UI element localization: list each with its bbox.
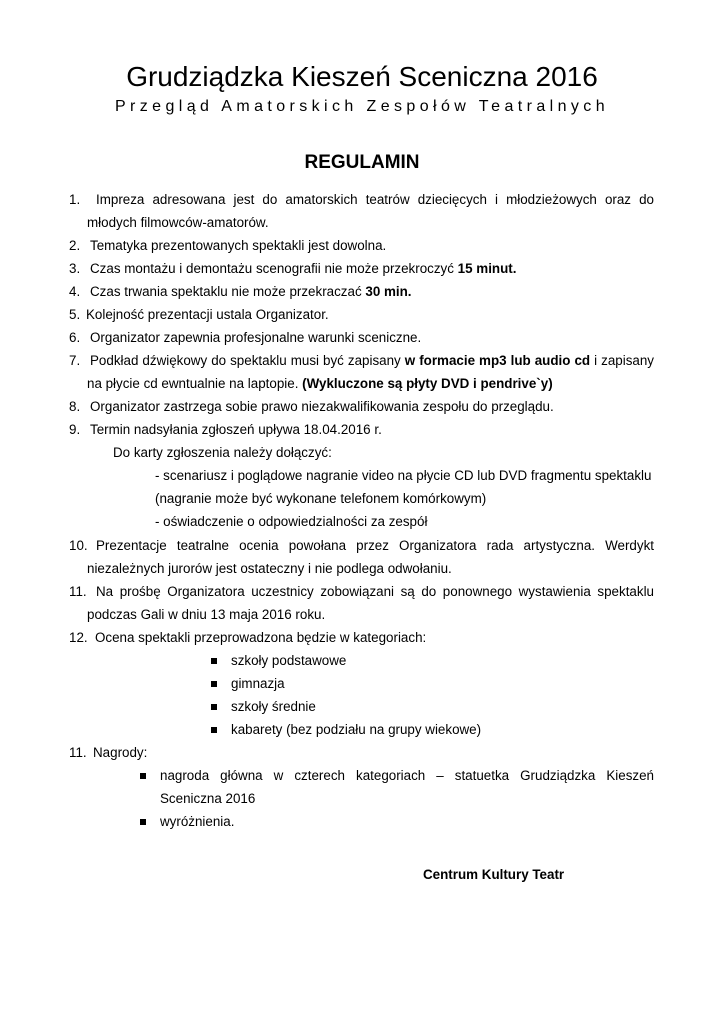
item-number: 10.	[69, 538, 88, 553]
item-number: 4.	[69, 284, 81, 299]
item-9-dash-2: - oświadczenie o odpowiedzialności za zespół	[155, 514, 428, 529]
item-number: 8.	[69, 399, 81, 414]
item-5-text: Kolejność prezentacji ustala Organizator.	[86, 307, 329, 322]
category-item: szkoły podstawowe	[231, 653, 347, 668]
prize-item-main-cont: Sceniczna 2016	[160, 791, 256, 806]
item-9-dash-1: - scenariusz i poglądowe nagranie video na płycie CD lub DVD fragmentu spektaklu	[155, 468, 652, 483]
item-7-plain-2: na płycie cd ewntualnie na laptopie.	[87, 376, 303, 391]
organizer-signature: Centrum Kultury Teatr	[423, 867, 565, 882]
item-9-sub: Do karty zgłoszenia należy dołączyć:	[113, 445, 332, 460]
regulations-heading: REGULAMIN	[304, 152, 420, 173]
document-title: Grudziądzka Kieszeń Sceniczna 2016	[126, 61, 598, 92]
bullet-icon	[140, 773, 146, 779]
item-6-text: Organizator zapewnia profesjonalne warunki sceniczne.	[90, 330, 422, 345]
item-4-text	[90, 283, 412, 301]
item-number: 12.	[69, 630, 88, 645]
bullet-icon	[211, 727, 217, 733]
item-number: 3.	[69, 261, 81, 276]
item-number: 11.	[69, 584, 87, 599]
item-number: 7.	[69, 353, 81, 368]
prize-item-main: nagroda główna w czterech kategoriach – statuetka Grudziądzka Kieszeń	[160, 768, 654, 783]
item-7-plain: Podkład dźwiękowy do spektaklu musi być zapisany	[90, 353, 405, 368]
item-1-text-cont: młodych filmowców-amatorów.	[87, 215, 269, 230]
item-11-text-cont: podczas Gali w dniu 13 maja 2016 roku.	[87, 607, 326, 622]
item-2-text: Tematyka prezentowanych spektakli jest dowolna.	[90, 238, 387, 253]
item-7-bold: w formacie mp3 lub audio cd	[404, 353, 591, 368]
item-7-plain-end: i zapisany	[590, 353, 654, 368]
bullet-icon	[211, 704, 217, 710]
item-4-plain: Czas trwania spektaklu nie może przekraczać	[90, 284, 366, 299]
item-number: 6.	[69, 330, 81, 345]
category-item: szkoły średnie	[231, 699, 316, 714]
item-3-text	[90, 260, 516, 278]
item-1-text: Impreza adresowana jest do amatorskich teatrów dziecięcych i młodzieżowych oraz do	[96, 192, 654, 207]
item-7-text-cont	[87, 375, 553, 393]
item-10-text-cont: niezależnych jurorów jest ostateczny i nie podlega odwołaniu.	[87, 561, 452, 576]
bullet-icon	[211, 681, 217, 687]
item-8-text: Organizator zastrzega sobie prawo niezakwalifikowania zespołu do przeglądu.	[90, 399, 554, 414]
category-item: gimnazja	[231, 676, 285, 691]
category-item: kabarety (bez podziału na grupy wiekowe)	[231, 722, 482, 737]
item-9-text: Termin nadsyłania zgłoszeń upływa 18.04.2016 r.	[90, 422, 382, 437]
prizes-label: Nagrody:	[93, 745, 148, 760]
item-7-bold-2: (Wykluczone są płyty DVD i pendrive`y)	[302, 376, 553, 391]
item-3-plain: Czas montażu i demontażu scenografii nie może przekroczyć	[90, 261, 458, 276]
item-12-text: Ocena spektakli przeprowadzona będzie w kategoriach:	[95, 630, 427, 645]
item-10-text: Prezentacje teatralne ocenia powołana przez Organizatora rada artystyczna. Werdykt	[96, 538, 654, 553]
bullet-icon	[211, 658, 217, 664]
item-number: 9.	[69, 422, 81, 437]
item-number: 2.	[69, 238, 81, 253]
document-subtitle: Przegląd Amatorskich Zespołów Teatralnych	[114, 98, 610, 115]
item-9-dash-1-cont: (nagranie może być wykonane telefonem komórkowym)	[155, 491, 487, 506]
bullet-icon	[140, 819, 146, 825]
item-11-text: Na prośbę Organizatora uczestnicy zobowiązani są do ponownego wystawienia spektaklu	[96, 584, 654, 599]
prize-item-distinction: wyróżnienia.	[160, 814, 235, 829]
item-number: 1.	[69, 192, 81, 207]
item-7-text	[90, 352, 654, 370]
item-4-bold: 30 min.	[365, 284, 412, 299]
item-3-bold: 15 minut.	[457, 261, 517, 276]
item-number: 11.	[69, 745, 87, 760]
item-number: 5.	[69, 307, 81, 322]
